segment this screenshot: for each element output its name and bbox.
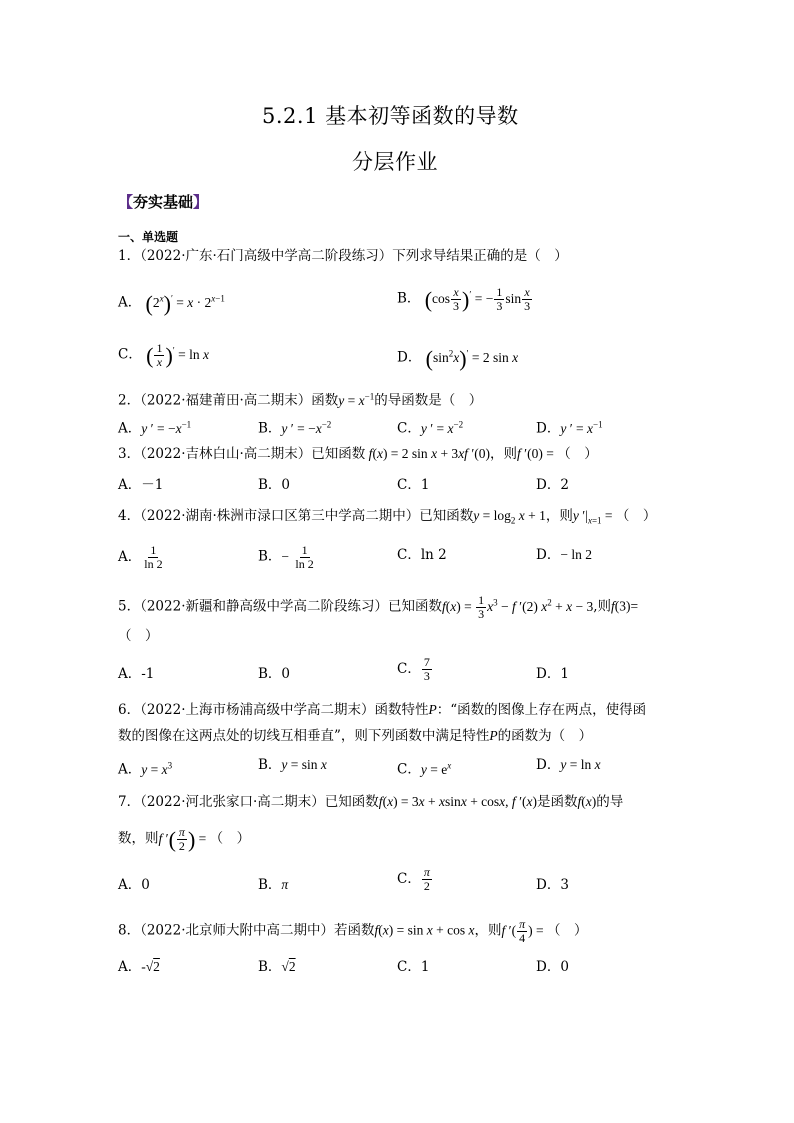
document-subtitle: 分层作业	[352, 150, 438, 174]
question-text-mid: ，则	[545, 508, 573, 524]
q8-option-c: C．1	[397, 959, 430, 975]
question-formula: f(x) = 3x + xsinx + cosx, f ′(x)	[378, 794, 538, 809]
q2-option-d	[536, 414, 603, 439]
question-4	[118, 506, 656, 531]
option-letter: B．	[258, 420, 282, 437]
option-formula: ( $\frac{1}{x}$ )′ = ln x	[146, 340, 210, 369]
question-number: 2．	[118, 392, 141, 409]
section-heading	[118, 191, 208, 212]
option-letter: B．	[397, 290, 421, 307]
q5-option-c	[397, 656, 433, 683]
question-formula-2: f(x)	[577, 794, 597, 809]
question-number: 7．	[118, 794, 141, 810]
option-letter: C．	[118, 346, 142, 363]
option-formula: $y = e^x$	[420, 760, 452, 777]
q7-option-a: A．0	[118, 877, 150, 893]
question-variable-2: P	[489, 728, 498, 743]
option-letter: A．	[118, 294, 142, 311]
question-number: 4．	[118, 508, 141, 524]
question-2	[118, 386, 482, 411]
q5-option-b: B．0	[258, 666, 291, 682]
q7-option-d: D．3	[536, 877, 569, 893]
q3-option-b: B．0	[258, 477, 291, 493]
question-formula-2: f ′(0) =	[517, 446, 558, 461]
question-text-3: 数的图像在这两点处的切线互相垂直”，则下列函数中满足特性	[118, 728, 490, 744]
q6-option-a	[118, 755, 172, 780]
question-text: （2022·北京师大附中高二期中）若函数	[140, 922, 375, 939]
section-bracket-close: 】	[193, 193, 209, 211]
q3-option-a: A．－1	[118, 477, 164, 493]
option-formula: − $\frac{1}{\ln 2}$	[281, 543, 314, 571]
option-formula: y ′ = $-x^{-2}$	[281, 419, 332, 436]
q8-option-d: D．0	[536, 959, 569, 975]
q7-option-b	[258, 875, 288, 895]
q7-option-c	[397, 866, 433, 893]
question-formula: $y = x^{-1}$	[338, 391, 375, 408]
option-formula: $y = x^3$	[141, 760, 173, 777]
question-formula: f(x) = sin x + cos x	[374, 922, 475, 938]
option-letter: D．	[536, 420, 561, 437]
option-letter: A．	[118, 959, 142, 975]
option-formula: y ′ = $-x^{-1}$	[141, 419, 192, 436]
option-formula: π	[281, 877, 289, 892]
option-formula: (cos $\frac{x}{3}$ )′ = − $\frac{1}{3}$ sin $\frac{x}{3}$	[424, 284, 531, 313]
question-8	[118, 918, 587, 945]
document-title: 5.2.1 基本初等函数的导数	[262, 104, 519, 128]
q2-option-a	[118, 414, 191, 439]
q6-option-d	[536, 755, 601, 775]
q6-option-b	[258, 755, 327, 775]
question-text-mid: ，则	[474, 922, 502, 939]
question-number: 8．	[118, 922, 141, 939]
option-letter: B．	[258, 959, 282, 975]
question-formula: f(x) = $\frac{1}{3}$ $x^3 - f$ ′(2) $x^2 + x - 3$	[442, 592, 594, 621]
question-formula-3: f ′( $\frac{\pi}{2}$ ) =	[158, 825, 210, 853]
q1-option-c	[118, 340, 209, 369]
question-5	[118, 592, 638, 621]
q4-option-c: C．ln 2	[397, 547, 447, 563]
option-letter: B．	[258, 877, 282, 893]
option-formula: y = sin x	[281, 757, 327, 772]
option-letter: D．	[536, 757, 561, 773]
q2-option-c	[397, 414, 463, 439]
option-letter: D．	[536, 547, 561, 563]
q6-option-c	[397, 755, 451, 780]
q4-option-a	[118, 544, 166, 571]
option-letter: C．	[397, 420, 421, 437]
q4-option-d	[536, 545, 592, 565]
option-letter: A．	[118, 420, 142, 437]
q5-option-d: D．1	[536, 666, 569, 682]
question-text-tail: 的导函数是（ ）	[374, 392, 483, 409]
option-formula: y ′ = $x^{-1}$	[560, 419, 603, 436]
option-formula: -√2	[141, 959, 160, 974]
question-formula-2: f(3)=	[611, 598, 639, 614]
q4-option-b	[258, 544, 317, 571]
q1-option-b	[397, 284, 533, 313]
option-formula: √2	[281, 959, 296, 974]
question-text: （2022·广东·石门高级中学高二阶段练习）下列求导结果正确的是（ ）	[140, 248, 568, 264]
question-6	[118, 700, 646, 720]
question-7-line-2	[118, 826, 250, 853]
option-letter: B．	[258, 548, 282, 565]
option-formula: y ′ = $x^{-2}$	[420, 419, 464, 436]
option-letter: B．	[258, 757, 282, 773]
option-letter: C．	[397, 661, 421, 677]
question-formula-2: f ′( $\frac{\pi}{4}$ ) =	[501, 917, 547, 945]
question-text-2: 是函数	[537, 794, 578, 810]
q3-option-d: D．2	[536, 477, 569, 493]
q3-option-c: C．1	[397, 477, 430, 493]
question-formula: $y = \log_2 x + 1$	[473, 508, 546, 526]
question-number: 3．	[118, 446, 141, 462]
q8-option-a	[118, 957, 160, 977]
question-text: （2022·河北张家口·高二期末）已知函数	[140, 794, 379, 810]
section-label: 夯实基础	[133, 193, 194, 211]
question-text-mid: ，则	[490, 446, 518, 462]
option-letter: D．	[397, 349, 422, 366]
option-formula: − ln 2	[560, 547, 592, 562]
question-text: （2022·新疆和静高级中学高二阶段练习）已知函数	[140, 598, 442, 615]
question-text-4: 数，则	[118, 830, 159, 847]
option-formula: $\frac{1}{\ln 2}$	[144, 543, 163, 571]
question-text: （2022·上海市杨浦高级中学高二期末）函数特性	[140, 702, 429, 718]
option-formula: $(2^x)' = x \cdot 2^{x-1}$	[145, 290, 225, 316]
question-text-3: 的导	[596, 794, 624, 810]
q5-option-a: A．-1	[118, 666, 155, 682]
option-letter: C．	[397, 871, 421, 887]
question-text-5: （ ）	[209, 830, 251, 847]
question-text: （2022·湖南·株洲市渌口区第三中学高二期中）已知函数	[140, 508, 474, 524]
question-text-4: 的函数为（ ）	[497, 728, 593, 744]
question-variable: P	[428, 702, 437, 717]
q1-option-d	[397, 343, 519, 371]
question-text-tail: （ ）	[557, 446, 598, 462]
question-text: （2022·吉林白山·高二期末）已知函数	[140, 446, 366, 462]
question-text-tail: （ ）	[615, 508, 657, 524]
question-5-continued: （ ）	[118, 628, 159, 644]
question-text: （2022·福建莆田·高二期末）函数	[140, 392, 339, 409]
question-1	[118, 246, 568, 266]
q2-option-b	[258, 414, 331, 439]
option-formula: $\frac{7}{3}$	[423, 655, 430, 683]
question-3	[118, 444, 598, 464]
option-letter: C．	[397, 761, 421, 778]
q1-option-a	[118, 288, 225, 316]
option-formula: $(\sin^2x)' = 2$ sin x	[425, 345, 519, 371]
question-6-line-2	[118, 726, 592, 746]
subsection-heading: 一、单选题	[118, 230, 179, 244]
option-letter: A．	[118, 761, 142, 778]
option-letter: A．	[118, 549, 142, 565]
question-number: 6．	[118, 702, 141, 718]
question-number: 5．	[118, 598, 141, 615]
question-number: 1．	[118, 248, 141, 264]
question-formula-2: y $'|_{x=1}$ =	[572, 508, 616, 526]
question-text-tail: （ ）	[546, 922, 588, 939]
section-bracket-open: 【	[118, 193, 134, 211]
option-formula: y = ln x	[560, 757, 601, 772]
question-text-mid: ,则	[593, 598, 612, 615]
question-formula: f(x) = 2 sin x + 3xf ′(0)	[368, 446, 491, 461]
question-7	[118, 792, 623, 812]
question-text-2: ：“函数的图像上存在两点，使得函	[436, 702, 647, 718]
option-formula: $\frac{\pi}{2}$	[423, 865, 430, 893]
q8-option-b	[258, 957, 296, 977]
